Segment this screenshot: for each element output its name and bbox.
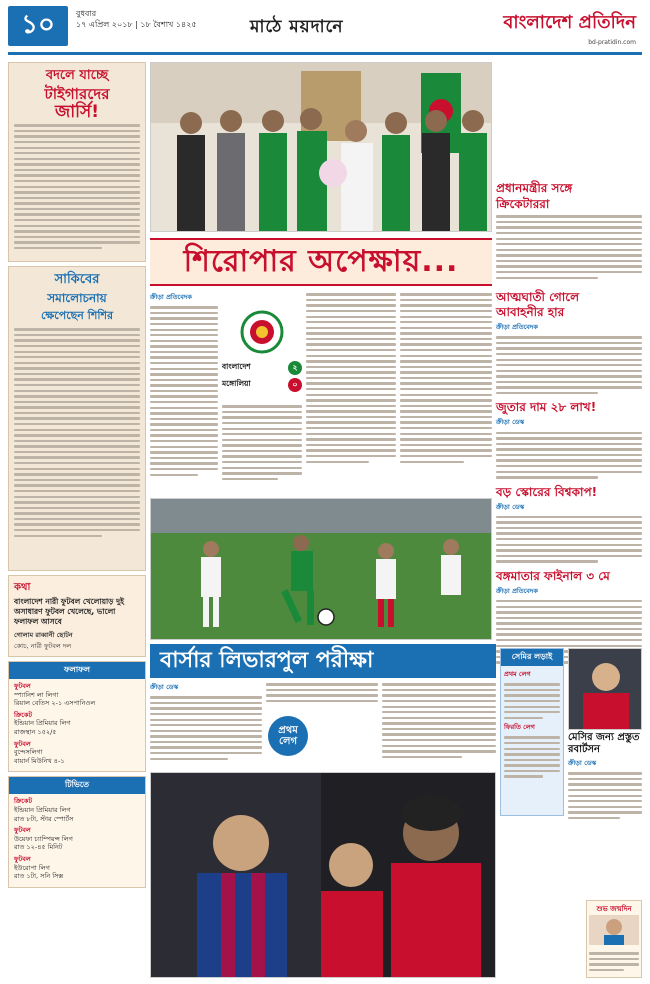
team2-name: মঙ্গোলিয়া <box>222 379 251 388</box>
shishir-headline <box>14 271 140 325</box>
score-row-mongolia <box>222 378 302 392</box>
messi-body <box>568 772 642 819</box>
messi-robertson-story <box>568 732 642 822</box>
main-headline: শিরোপার অপেক্ষায়... <box>183 243 459 279</box>
jersey-head-line2: টাইগারদের <box>44 85 110 103</box>
tv-list <box>14 797 140 880</box>
issue-date-text: ১৭ এপ্রিল ২০১৮ | ১৮ বৈশাখ ১৪২৫ <box>76 20 197 29</box>
semi-heading: সেমির লড়াই <box>501 649 563 666</box>
abahani-byline: ক্রীড়া প্রতিবেদক <box>496 323 538 331</box>
shishir-body <box>14 328 140 537</box>
semi-sub1: প্রথম লেগ <box>504 670 531 678</box>
tv-item-title: ফুটবল <box>14 826 31 835</box>
results-heading: ফলাফল <box>9 662 145 679</box>
abahani-body <box>496 336 642 394</box>
team1-score: ২ <box>288 361 302 375</box>
bangamata-headline: বঙ্গমাতার ফাইনাল ৩ মে <box>496 568 610 583</box>
tv-item-line: রাত ৮টা, স্টার স্পোর্টস <box>14 814 74 823</box>
liverpool-col1 <box>150 680 262 763</box>
result-item <box>14 740 140 766</box>
main-byline: ক্রীড়া প্রতিবেদক <box>150 293 192 301</box>
semi-fixture-box <box>500 648 564 816</box>
tv-item <box>14 855 140 881</box>
results-list <box>14 682 140 765</box>
team2-score: ০ <box>288 378 302 392</box>
worldcup-body <box>496 516 642 563</box>
messi-salah-photo <box>150 772 496 978</box>
liverpool-col2 <box>266 680 378 706</box>
worldcup-headline: বড় স্কোরের বিশ্বকাপ! <box>496 484 598 499</box>
jersey-body <box>14 124 140 249</box>
right-column <box>496 62 642 282</box>
pm-photo-illustration <box>151 63 492 232</box>
jersey-headline <box>14 67 140 121</box>
result-item-line: ইন্ডিয়ান প্রিমিয়ার লিগ <box>14 719 71 728</box>
bangamata-byline: ক্রীড়া প্রতিবেদক <box>496 586 538 595</box>
quote-author-name: গোলাম রাব্বানী ছোটন <box>14 631 73 639</box>
tv-item-title: ক্রিকেট <box>14 797 32 806</box>
main-story <box>150 290 492 495</box>
masthead <box>0 0 650 62</box>
result-item-line: বুন্দেসলিগা <box>14 748 43 757</box>
main-headline-banner <box>150 238 492 286</box>
main-story-col2 <box>222 402 302 495</box>
shishir-head-line2: সমালোচনায় <box>47 291 107 305</box>
semi-body1 <box>504 683 560 719</box>
quote-text: বাংলাদেশ নারী ফুটবল খেলোয়াড় দুই অসাধারণ ফুটবল খেলেছে, ভালো ফলাফল আসবে <box>14 597 124 626</box>
shishir-story <box>8 266 146 571</box>
main-story-col3 <box>306 290 396 495</box>
tv-item-line: রাত ১টা, সনি সিক্স <box>14 872 64 881</box>
section-title: মাঠে ময়দানে <box>250 17 344 37</box>
result-item-line: রাজস্থান ১৫২/৫ <box>14 727 57 736</box>
tv-item-line: ইন্ডিয়ান প্রিমিয়ার লিগ <box>14 805 71 814</box>
liverpool-story <box>150 680 496 770</box>
robertson-photo <box>568 648 642 730</box>
issue-day: বুধবার <box>76 9 97 18</box>
left-column <box>8 62 146 978</box>
pm-cricketers-photo <box>150 62 492 232</box>
shoe-headline: জুতার দাম ২৮ লাখ! <box>496 400 597 415</box>
main-story-col4 <box>400 290 492 495</box>
shoe-body <box>496 432 642 479</box>
jersey-head-line1: বদলে যাচ্ছে <box>45 68 109 83</box>
messi-byline: ক্রীড়া ডেস্ক <box>568 759 597 767</box>
team1-name: বাংলাদেশ <box>222 362 251 371</box>
results-box <box>8 661 146 772</box>
logo-tagline: bd-pratidin.com <box>588 39 636 46</box>
tv-item <box>14 797 140 823</box>
masthead-rule <box>8 52 642 55</box>
result-item-title: ক্রিকেট <box>14 710 32 719</box>
tv-heading: টিভিতে <box>9 777 145 794</box>
tv-item-line: ইউরোপা লিগ <box>14 863 50 872</box>
tv-item-title: ফুটবল <box>14 854 31 863</box>
jersey-head-line3: জার্সি! <box>55 102 99 122</box>
birthday-box <box>586 900 642 978</box>
tv-item <box>14 826 140 852</box>
abahani-headline <box>496 290 642 320</box>
shishir-head-line1: সাকিবের <box>54 272 100 287</box>
messi-salah-illustration <box>151 773 496 978</box>
semi-body2 <box>504 736 560 777</box>
robertson-illustration <box>569 649 642 730</box>
result-item-line: রিয়াল বেতিস ২-১ এসপানিওল <box>14 699 96 708</box>
liverpool-col3 <box>382 680 496 761</box>
tv-item-line: উয়েফা চ্যাম্পিয়ন্স লিগ <box>14 834 73 843</box>
women-football-illustration <box>151 499 492 640</box>
spacer <box>496 62 642 180</box>
semi-sub2: ফিরতি লেগ <box>504 723 535 732</box>
shoe-byline: ক্রীড়া ডেস্ক <box>496 418 525 427</box>
result-item-line: বায়ার্ন মিউনিখ ৪-১ <box>14 756 65 765</box>
newspaper-logo <box>503 8 636 46</box>
logo-text: বাংলাদেশ প্রতিদিন <box>503 12 636 33</box>
scoreboard <box>222 310 302 398</box>
tournament-logo-icon <box>240 310 284 354</box>
liverpool-byline: ক্রীড়া ডেস্ক <box>150 683 179 691</box>
abahani-head-line2: আবাহনীর হার <box>496 305 565 319</box>
result-item-title: ফুটবল <box>14 739 31 748</box>
quote-heading: কথা <box>14 582 31 593</box>
result-item-title: ফুটবল <box>14 682 31 690</box>
pm-caption-heading <box>496 180 642 212</box>
quote-author <box>14 630 140 652</box>
liverpool-headline: বার্সার লিভারপুল পরীক্ষা <box>160 647 374 673</box>
quote-box <box>8 575 146 657</box>
right-stories <box>496 290 642 667</box>
tv-box <box>8 776 146 887</box>
pm-caption-line2: ক্রিকেটাররা <box>496 197 550 211</box>
pm-caption-body <box>496 215 642 279</box>
liverpool-headline-banner <box>150 644 496 678</box>
quote-author-role: কোচ, নারী ফুটবল দল <box>14 642 72 650</box>
issue-date <box>76 8 197 30</box>
page-number: ১০ <box>8 6 68 46</box>
jersey-story <box>8 62 146 262</box>
main-story-col1 <box>150 290 218 495</box>
abahani-head-line1: আত্মঘাতী গোলে <box>496 290 580 304</box>
pm-caption-line1: প্রধানমন্ত্রীর সঙ্গে <box>496 181 573 195</box>
birthday-heading: শুভ জন্মদিন <box>596 905 632 913</box>
score-row-bangladesh <box>222 361 302 375</box>
result-item <box>14 711 140 737</box>
child-photo-icon <box>589 915 639 945</box>
women-football-photo <box>150 498 492 640</box>
result-item <box>14 682 140 708</box>
result-item-line: স্প্যানিশ লা লিগা <box>14 690 59 699</box>
messi-headline: মেসির জন্য প্রস্তুত রবার্টসন <box>568 732 640 755</box>
worldcup-byline: ক্রীড়া ডেস্ক <box>496 502 525 511</box>
shishir-head-line3: ক্ষেপেছেন শিশির <box>40 309 114 322</box>
first-leg-badge: প্রথম লেগ <box>268 716 308 756</box>
tv-item-line: রাত ১২-৪৫ মিনিট <box>14 843 63 852</box>
